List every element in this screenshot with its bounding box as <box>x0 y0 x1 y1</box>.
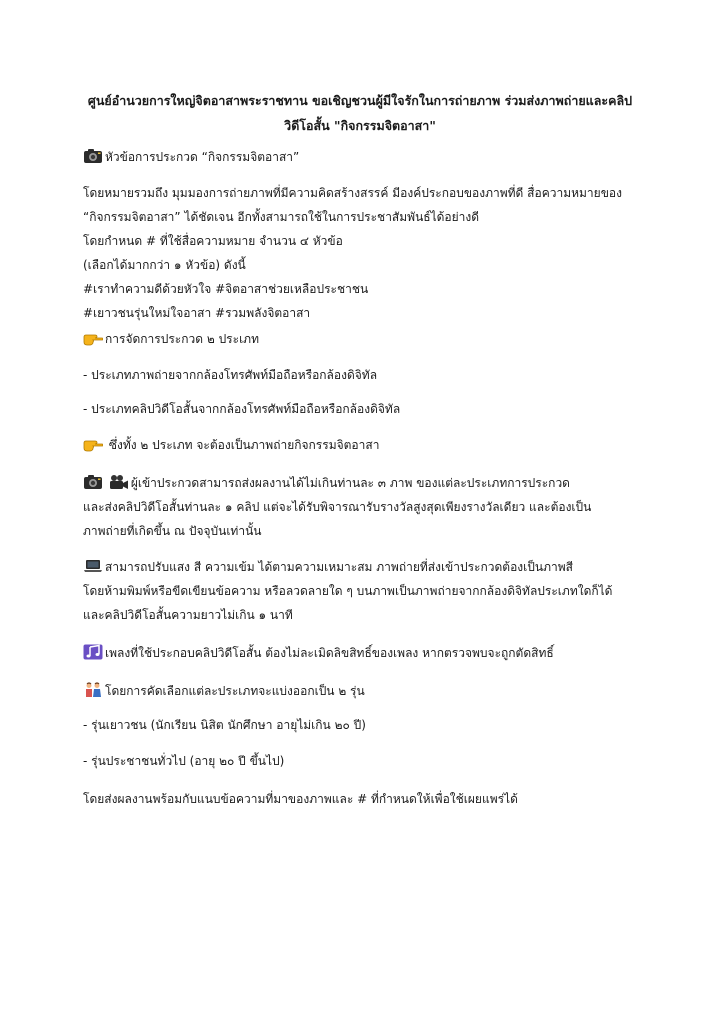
edit-line-1: สามารถปรับแสง สี ความเข้ม ได้ตามความเหมาะสม ภาพถ่ายที่ส่งเข้าประกวดต้องเป็นภาพสี <box>83 556 663 578</box>
type-item-photo: - ประเภทภาพถ่ายจากกล้องโทรศัพท์มือถือหรือกล้องดิจิทัล <box>83 368 378 382</box>
submit-line-1: ผู้เข้าประกวดสามารถส่งผลงานได้ไม่เกินท่านละ ๓ ภาพ ของแต่ละประเภทการประกวด <box>83 472 663 494</box>
people-icon <box>83 682 103 698</box>
age-heading: โดยการคัดเลือกแต่ละประเภทจะแบ่งออกเป็น ๒ รุ่น <box>83 680 663 702</box>
title-line-1: ศูนย์อำนวยการใหญ่จิตอาสาพระราชทาน ขอเชิญชวนผู้มีใจรักในการถ่ายภาพ ร่วมส่งภาพถ่ายและคลิป <box>87 93 633 108</box>
topic-desc-line-2: “กิจกรรมจิตอาสา” ได้ชัดเจน อีกทั้งสามารถใช้ในการประชาสัมพันธ์ได้อย่างดี <box>83 210 480 224</box>
topic-heading: หัวข้อการประกวด “กิจกรรมจิตอาสา” <box>83 146 663 168</box>
document-title <box>60 88 660 138</box>
camera-icon <box>83 474 103 490</box>
edit-line-3: และคลิปวิดีโอสั้นความยาวไม่เกิน ๑ นาที <box>83 608 293 622</box>
types-heading: การจัดการประกวด ๒ ประเภท <box>83 328 663 350</box>
topic-hashtags-2: #เยาวชนรุ่นใหม่ใจอาสา #รวมพลังจิตอาสา <box>83 306 311 320</box>
type-item-video: - ประเภทคลิปวิดีโอสั้นจากกล้องโทรศัพท์มือถือหรือกล้องดิจิทัล <box>83 402 401 416</box>
age-item-general: - รุ่นประชาชนทั่วไป (อายุ ๒๐ ปี ขึ้นไป) <box>83 754 285 768</box>
edit-line-2: โดยห้ามพิมพ์หรือขีดเขียนข้อความ หรือลวดลายใด ๆ บนภาพเป็นภาพถ่ายจากกล้องดิจิทัลประเภทใดก็ได้ <box>83 584 613 598</box>
topic-desc-line-1: โดยหมายรวมถึง มุมมองการถ่ายภาพที่มีความคิดสร้างสรรค์ มีองค์ประกอบของภาพที่ดี สื่อความหมายของ <box>83 186 622 200</box>
music-notes-icon <box>83 644 103 660</box>
submit-line-2: และส่งคลิปวิดีโอสั้นท่านละ ๑ คลิป แต่จะได้รับพิจารณารับรางวัลสูงสุดเพียงรางวัลเดียว และต้องเป็น <box>83 500 592 514</box>
movie-camera-icon <box>109 474 129 490</box>
topic-hashtag-rule: โดยกำหนด # ที่ใช้สื่อความหมาย จำนวน ๔ หัวข้อ <box>83 234 343 248</box>
music-rule: เพลงที่ใช้ประกอบคลิปวิดีโอสั้น ต้องไม่ละเมิดลิขสิทธิ์ของเพลง หากตรวจพบจะถูกตัดสิทธิ์ <box>83 642 663 664</box>
pointing-hand-icon <box>83 436 103 452</box>
title-line-2: วิดีโอสั้น "กิจกรรมจิตอาสา" <box>284 118 436 133</box>
laptop-icon <box>83 558 103 574</box>
age-item-youth: - รุ่นเยาวชน (นักเรียน นิสิต นักศึกษา อายุไม่เกิน ๒๐ ปี) <box>83 718 366 732</box>
topic-hashtags-1: #เราทำความดีด้วยหัวใจ #จิตอาสาช่วยเหลือประชาชน <box>83 282 369 296</box>
types-note: ซึ่งทั้ง ๒ ประเภท จะต้องเป็นภาพถ่ายกิจกรรมจิตอาสา <box>83 434 663 456</box>
pointing-hand-icon <box>83 330 103 346</box>
submission-note: โดยส่งผลงานพร้อมกับแนบข้อความที่มาของภาพและ # ที่กำหนดให้เพื่อใช้เผยแพร่ได้ <box>83 792 518 806</box>
camera-icon <box>83 148 103 164</box>
submit-line-3: ภาพถ่ายที่เกิดขึ้น ณ ปัจจุบันเท่านั้น <box>83 524 262 538</box>
topic-select-note: (เลือกได้มากกว่า ๑ หัวข้อ) ดังนี้ <box>83 258 246 272</box>
